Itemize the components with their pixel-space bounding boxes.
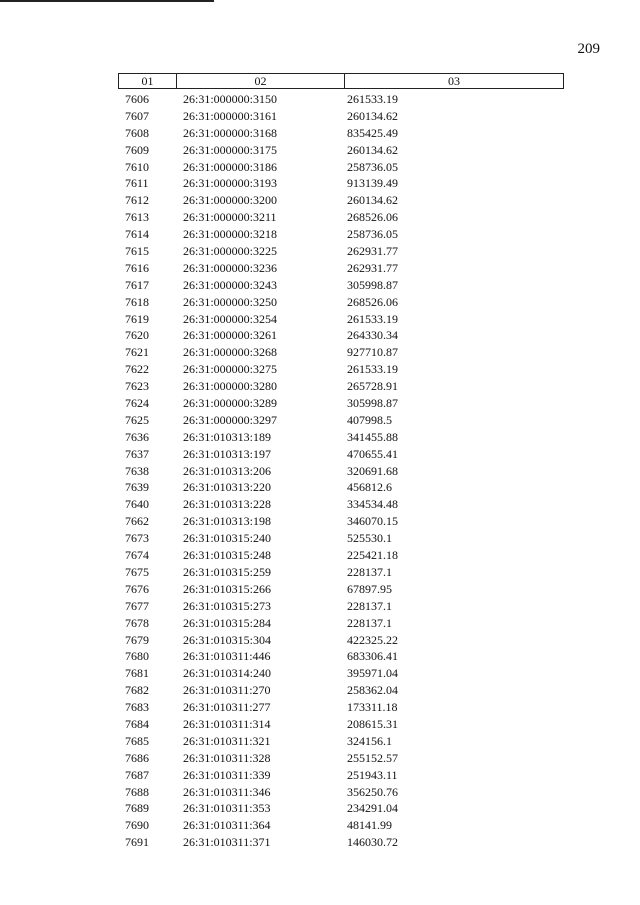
value-cell: 320691.68 [347, 463, 398, 478]
value-cell: 324156.1 [347, 733, 392, 748]
table-row [0, 648, 640, 665]
row-number-cell: 7675 [125, 564, 149, 579]
value-cell: 268526.06 [347, 210, 398, 225]
page-number: 209 [577, 41, 600, 57]
table-row [0, 395, 640, 412]
cadastral-number-cell: 26:31:010311:364 [183, 818, 271, 833]
cadastral-number-cell: 26:31:000000:3250 [183, 294, 278, 309]
column-header-02: 02 [177, 74, 345, 88]
row-number-cell: 7619 [125, 311, 149, 326]
row-number-cell: 7611 [125, 176, 149, 191]
cadastral-number-cell: 26:31:010315:273 [183, 598, 272, 613]
cadastral-number-cell: 26:31:010311:328 [183, 750, 271, 765]
row-number-cell: 7679 [125, 632, 149, 647]
column-header-03: 03 [448, 74, 460, 88]
table-row [0, 530, 640, 547]
cadastral-number-cell: 26:31:000000:3168 [183, 125, 278, 140]
cadastral-number-cell: 26:31:010315:284 [183, 615, 272, 630]
value-cell: 268526.06 [347, 294, 398, 309]
table-row [0, 767, 640, 784]
row-number-cell: 7686 [125, 750, 149, 765]
table-row [0, 784, 640, 801]
table-row [0, 496, 640, 513]
cadastral-number-cell: 26:31:000000:3289 [183, 396, 278, 411]
value-cell: 251943.11 [347, 767, 398, 782]
value-cell: 262931.77 [347, 244, 398, 259]
table-row [0, 581, 640, 598]
table-row [0, 361, 640, 378]
value-cell: 260134.62 [347, 108, 398, 123]
row-number-cell: 7681 [125, 666, 149, 681]
value-cell: 265728.91 [347, 379, 398, 394]
cadastral-number-cell: 26:31:010311:353 [183, 801, 271, 816]
value-cell: 228137.1 [347, 598, 392, 613]
value-cell: 470655.41 [347, 446, 398, 461]
value-cell: 208615.31 [347, 716, 398, 731]
row-number-cell: 7677 [125, 598, 149, 613]
row-number-cell: 7609 [125, 142, 149, 157]
table-row [0, 463, 640, 480]
row-number-cell: 7687 [125, 767, 149, 782]
row-number-cell: 7612 [125, 193, 149, 208]
value-cell: 683306.41 [347, 649, 398, 664]
row-number-cell: 7613 [125, 210, 149, 225]
value-cell: 305998.87 [347, 277, 398, 292]
table-row [0, 446, 640, 463]
value-cell: 261533.19 [347, 362, 398, 377]
row-number-cell: 7617 [125, 277, 149, 292]
value-cell: 913139.49 [347, 176, 398, 191]
row-number-cell: 7639 [125, 480, 149, 495]
value-cell: 264330.34 [347, 328, 398, 343]
table-row [0, 429, 640, 446]
table-row [0, 479, 640, 496]
table-row [0, 733, 640, 750]
table-row [0, 175, 640, 192]
table-row [0, 91, 640, 108]
value-cell: 356250.76 [347, 784, 398, 799]
table-row [0, 159, 640, 176]
value-cell: 395971.04 [347, 666, 398, 681]
row-number-cell: 7640 [125, 497, 149, 512]
row-number-cell: 7674 [125, 548, 149, 563]
row-number-cell: 7683 [125, 700, 149, 715]
cadastral-number-cell: 26:31:010313:189 [183, 429, 272, 444]
row-number-cell: 7607 [125, 108, 149, 123]
table-row [0, 277, 640, 294]
table-row [0, 834, 640, 851]
table-row [0, 817, 640, 834]
cadastral-number-cell: 26:31:010311:321 [183, 733, 271, 748]
value-cell: 228137.1 [347, 564, 392, 579]
value-cell: 258736.05 [347, 227, 398, 242]
row-number-cell: 7622 [125, 362, 149, 377]
value-cell: 334534.48 [347, 497, 398, 512]
cadastral-number-cell: 26:31:010315:240 [183, 531, 272, 546]
value-cell: 260134.62 [347, 193, 398, 208]
cadastral-number-cell: 26:31:010311:277 [183, 700, 271, 715]
table-row [0, 632, 640, 649]
row-number-cell: 7616 [125, 260, 149, 275]
row-number-cell: 7684 [125, 716, 149, 731]
table-row [0, 716, 640, 733]
row-number-cell: 7688 [125, 784, 149, 799]
column-header-01: 01 [119, 74, 177, 88]
value-cell: 835425.49 [347, 125, 398, 140]
cadastral-number-cell: 26:31:000000:3268 [183, 345, 278, 360]
table-row [0, 311, 640, 328]
value-cell: 260134.62 [347, 142, 398, 157]
table-row [0, 209, 640, 226]
table-row [0, 800, 640, 817]
cadastral-number-cell: 26:31:000000:3218 [183, 227, 278, 242]
table-row [0, 125, 640, 142]
value-cell: 228137.1 [347, 615, 392, 630]
row-number-cell: 7662 [125, 514, 149, 529]
row-number-cell: 7682 [125, 683, 149, 698]
value-cell: 173311.18 [347, 700, 398, 715]
row-number-cell: 7637 [125, 446, 149, 461]
row-number-cell: 7615 [125, 244, 149, 259]
cadastral-number-cell: 26:31:010315:304 [183, 632, 272, 647]
cadastral-number-cell: 26:31:010311:270 [183, 683, 271, 698]
row-number-cell: 7610 [125, 159, 149, 174]
row-number-cell: 7636 [125, 429, 149, 444]
row-number-cell: 7676 [125, 581, 149, 596]
cadastral-number-cell: 26:31:010313:198 [183, 514, 272, 529]
row-number-cell: 7608 [125, 125, 149, 140]
value-cell: 146030.72 [347, 835, 398, 850]
cadastral-number-cell: 26:31:010313:197 [183, 446, 272, 461]
table-header [118, 73, 564, 89]
cadastral-number-cell: 26:31:000000:3254 [183, 311, 278, 326]
cadastral-number-cell: 26:31:000000:3193 [183, 176, 278, 191]
row-number-cell: 7685 [125, 733, 149, 748]
value-cell: 255152.57 [347, 750, 398, 765]
cadastral-number-cell: 26:31:010311:446 [183, 649, 271, 664]
cadastral-number-cell: 26:31:000000:3161 [183, 108, 278, 123]
table-row [0, 547, 640, 564]
table-row [0, 108, 640, 125]
top-rule [0, 0, 214, 2]
table-row [0, 412, 640, 429]
cadastral-number-cell: 26:31:000000:3186 [183, 159, 278, 174]
cadastral-number-cell: 26:31:000000:3225 [183, 244, 278, 259]
cadastral-number-cell: 26:31:000000:3150 [183, 92, 278, 106]
table-row [0, 699, 640, 716]
table-body [0, 91, 640, 851]
value-cell: 305998.87 [347, 396, 398, 411]
cadastral-number-cell: 26:31:010315:266 [183, 581, 272, 596]
cadastral-number-cell: 26:31:010313:206 [183, 463, 272, 478]
cadastral-number-cell: 26:31:010315:259 [183, 564, 272, 579]
table-row [0, 682, 640, 699]
table-row [0, 615, 640, 632]
value-cell: 262931.77 [347, 260, 398, 275]
row-number-cell: 7689 [125, 801, 149, 816]
row-number-cell: 7638 [125, 463, 149, 478]
row-number-cell: 7618 [125, 294, 149, 309]
cadastral-number-cell: 26:31:010311:371 [183, 835, 271, 850]
value-cell: 525530.1 [347, 531, 392, 546]
cadastral-number-cell: 26:31:010314:240 [183, 666, 272, 681]
row-number-cell: 7606 [125, 92, 149, 106]
row-number-cell: 7624 [125, 396, 149, 411]
table-row [0, 513, 640, 530]
value-cell: 258736.05 [347, 159, 398, 174]
table-row [0, 243, 640, 260]
value-cell: 407998.5 [347, 412, 392, 427]
table-row [0, 192, 640, 209]
table-row [0, 226, 640, 243]
value-cell: 234291.04 [347, 801, 398, 816]
cadastral-number-cell: 26:31:010311:314 [183, 716, 271, 731]
value-cell: 48141.99 [347, 818, 392, 833]
value-cell: 67897.95 [347, 581, 392, 596]
cadastral-number-cell: 26:31:010311:339 [183, 767, 271, 782]
cadastral-number-cell: 26:31:010311:346 [183, 784, 271, 799]
cadastral-number-cell: 26:31:000000:3243 [183, 277, 278, 292]
table-row [0, 598, 640, 615]
row-number-cell: 7614 [125, 227, 149, 242]
row-number-cell: 7691 [125, 835, 149, 850]
table-row [0, 378, 640, 395]
cadastral-number-cell: 26:31:000000:3297 [183, 412, 278, 427]
value-cell: 261533.19 [347, 311, 398, 326]
cadastral-number-cell: 26:31:000000:3211 [183, 210, 277, 225]
value-cell: 261533.19 [347, 92, 398, 106]
value-cell: 346070.15 [347, 514, 398, 529]
value-cell: 927710.87 [347, 345, 398, 360]
value-cell: 258362.04 [347, 683, 398, 698]
value-cell: 341455.88 [347, 429, 398, 444]
cadastral-number-cell: 26:31:000000:3261 [183, 328, 278, 343]
row-number-cell: 7678 [125, 615, 149, 630]
cadastral-number-cell: 26:31:000000:3175 [183, 142, 278, 157]
table-row [0, 327, 640, 344]
row-number-cell: 7673 [125, 531, 149, 546]
cadastral-number-cell: 26:31:000000:3200 [183, 193, 278, 208]
value-cell: 422325.22 [347, 632, 398, 647]
cadastral-number-cell: 26:31:010313:220 [183, 480, 272, 495]
table-row [0, 260, 640, 277]
table-row [0, 142, 640, 159]
table-row [0, 294, 640, 311]
row-number-cell: 7680 [125, 649, 149, 664]
row-number-cell: 7621 [125, 345, 149, 360]
cadastral-number-cell: 26:31:000000:3280 [183, 379, 278, 394]
table-row [0, 564, 640, 581]
value-cell: 225421.18 [347, 548, 398, 563]
cadastral-number-cell: 26:31:000000:3275 [183, 362, 278, 377]
row-number-cell: 7625 [125, 412, 149, 427]
row-number-cell: 7690 [125, 818, 149, 833]
row-number-cell: 7623 [125, 379, 149, 394]
row-number-cell: 7620 [125, 328, 149, 343]
cadastral-number-cell: 26:31:010315:248 [183, 548, 272, 563]
table-row [0, 665, 640, 682]
cadastral-number-cell: 26:31:000000:3236 [183, 260, 278, 275]
table-row [0, 750, 640, 767]
value-cell: 456812.6 [347, 480, 392, 495]
table-row [0, 344, 640, 361]
cadastral-number-cell: 26:31:010313:228 [183, 497, 272, 512]
